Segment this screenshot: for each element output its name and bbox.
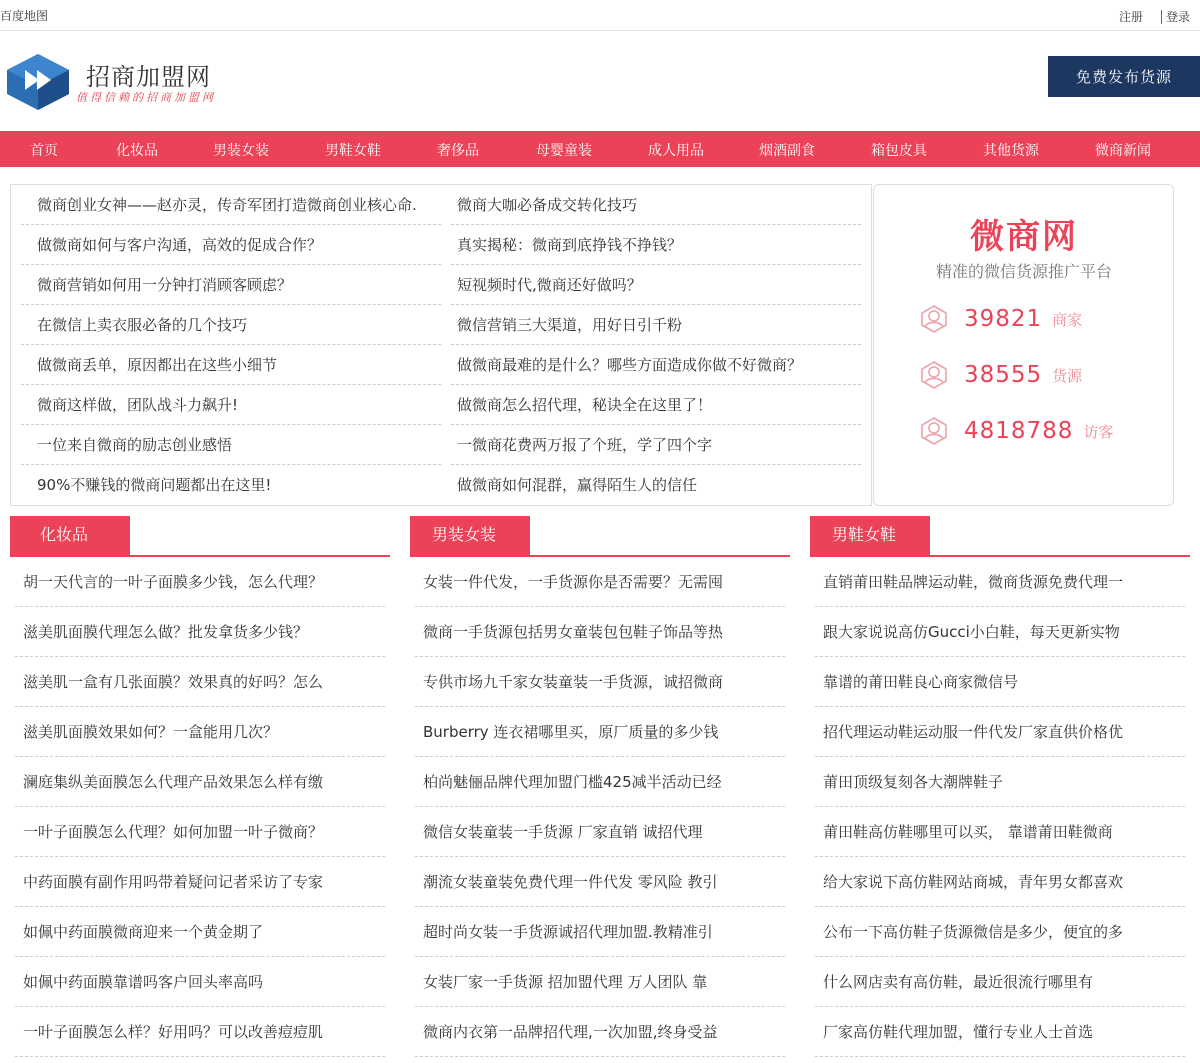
nav-item-bags[interactable]: 箱包皮具 xyxy=(871,143,927,159)
stat-label: 商家 xyxy=(1052,310,1083,329)
news-item[interactable]: 真实揭秘：微商到底挣钱不挣钱？ xyxy=(451,225,861,265)
category-column-clothing xyxy=(410,516,790,1057)
list-item[interactable]: Burberry 连衣裙哪里买，原厂质量的多少钱 xyxy=(415,707,785,757)
list-item[interactable]: 滋美肌一盒有几张面膜？效果真的好吗？怎么 xyxy=(15,657,385,707)
nav-item-news[interactable]: 微商新闻 xyxy=(1095,143,1151,159)
publish-button[interactable]: 免费发布货源 xyxy=(1048,56,1200,97)
news-item[interactable]: 一位来自微商的励志创业感悟 xyxy=(21,425,441,465)
list-item[interactable]: 一叶子面膜怎么样？好用吗？可以改善痘痘肌 xyxy=(15,1007,385,1057)
news-item[interactable]: 微商大咖必备成交转化技巧 xyxy=(451,185,861,225)
column-tab[interactable]: 男鞋女鞋 xyxy=(810,516,930,557)
news-item[interactable]: 短视频时代,微商还好做吗？ xyxy=(451,265,861,305)
stat-visitors xyxy=(918,415,1113,447)
list-item[interactable]: 给大家说下高仿鞋网站商城，青年男女都喜欢 xyxy=(815,857,1185,907)
list-item[interactable]: 超时尚女装一手货源诚招代理加盟.教精准引 xyxy=(415,907,785,957)
list-item[interactable]: 微信女装童装一手货源 厂家直销 诚招代理 xyxy=(415,807,785,857)
news-item[interactable]: 90%不赚钱的微商问题都出在这里! xyxy=(37,476,272,494)
column-header xyxy=(410,516,790,557)
news-list xyxy=(10,184,872,506)
news-item[interactable]: 微商这样做，团队战斗力飙升! xyxy=(21,385,441,425)
stats-card xyxy=(873,184,1174,506)
column-header xyxy=(810,516,1190,557)
list-item[interactable]: 跟大家说说高仿Gucci小白鞋，每天更新实物 xyxy=(815,607,1185,657)
list-item[interactable]: 澜庭集纵美面膜怎么代理产品效果怎么样有缴 xyxy=(15,757,385,807)
divider xyxy=(1161,10,1162,24)
list-item[interactable]: 如佩中药面膜靠谱吗客户回头率高吗 xyxy=(15,957,385,1007)
list-item[interactable]: 什么网店卖有高仿鞋，最近很流行哪里有 xyxy=(815,957,1185,1007)
news-item[interactable]: 做微商怎么招代理，秘诀全在这里了！ xyxy=(451,385,861,425)
news-item[interactable]: 做微商如何混群，赢得陌生人的信任 xyxy=(457,476,698,494)
user-icon xyxy=(918,359,950,391)
user-icon xyxy=(918,415,950,447)
stats-title: 微商网 xyxy=(970,217,1078,257)
nav-item-shoes[interactable]: 男鞋女鞋 xyxy=(325,143,381,159)
nav-item-baby[interactable]: 母婴童装 xyxy=(536,143,592,159)
list-item[interactable]: 厂家高仿鞋代理加盟，懂行专业人士首选 xyxy=(815,1007,1185,1057)
stat-merchants xyxy=(918,303,1082,335)
list-item[interactable]: 滋美肌面膜代理怎么做？批发拿货多少钱？ xyxy=(15,607,385,657)
column-header xyxy=(10,516,390,557)
list-item[interactable]: 公布一下高仿鞋子货源微信是多少，便宜的多 xyxy=(815,907,1185,957)
sitemap-link[interactable]: 百度地图 xyxy=(0,9,49,23)
stat-sources xyxy=(918,359,1082,391)
list-item[interactable]: 女装厂家一手货源 招加盟代理 万人团队 靠 xyxy=(415,957,785,1007)
logo-icon[interactable] xyxy=(5,52,71,112)
nav-item-home[interactable]: 首页 xyxy=(30,143,58,159)
list-item[interactable]: 胡一天代言的一叶子面膜多少钱，怎么代理？ xyxy=(15,557,385,607)
auth-links xyxy=(1119,8,1190,25)
nav-item-tobacco[interactable]: 烟酒副食 xyxy=(759,143,815,159)
main-nav xyxy=(0,131,1200,167)
news-item[interactable]: 一微商花费两万报了个班，学了四个字 xyxy=(451,425,861,465)
nav-item-clothing[interactable]: 男装女装 xyxy=(213,143,269,159)
news-item[interactable]: 微信营销三大渠道，用好日引千粉 xyxy=(451,305,861,345)
site-header xyxy=(0,31,1200,131)
list-item[interactable]: 招代理运动鞋运动服一件代发厂家直供价格优 xyxy=(815,707,1185,757)
stat-label: 货源 xyxy=(1052,366,1083,385)
news-item[interactable]: 在微信上卖衣服必备的几个技巧 xyxy=(21,305,441,345)
column-tab[interactable]: 男装女装 xyxy=(410,516,530,557)
category-column-shoes xyxy=(810,516,1190,1057)
news-item[interactable]: 做微商如何与客户沟通，高效的促成合作？ xyxy=(21,225,441,265)
list-item[interactable]: 莆田顶级复刻各大潮牌鞋子 xyxy=(815,757,1185,807)
stats-subtitle: 精准的微信货源推广平台 xyxy=(935,262,1112,281)
list-item[interactable]: 柏尚魅俪品牌代理加盟门槛425减半活动已经 xyxy=(415,757,785,807)
list-item[interactable]: 微商一手货源包括男女童装包包鞋子饰品等热 xyxy=(415,607,785,657)
login-link[interactable]: 登录 xyxy=(1165,10,1190,24)
news-item[interactable]: 微商创业女神——赵亦灵，传奇军团打造微商创业核心命. xyxy=(21,185,441,225)
list-item[interactable]: 一叶子面膜怎么代理？如何加盟一叶子微商？ xyxy=(15,807,385,857)
list-item[interactable]: 直销莆田鞋品牌运动鞋，微商货源免费代理一 xyxy=(815,557,1185,607)
nav-item-adult[interactable]: 成人用品 xyxy=(648,143,704,159)
nav-item-other[interactable]: 其他货源 xyxy=(983,143,1039,159)
list-item[interactable]: 滋美肌面膜效果如何？一盒能用几次？ xyxy=(15,707,385,757)
user-icon xyxy=(918,303,950,335)
list-item[interactable]: 莆田鞋高仿鞋哪里可以买， 靠谱莆田鞋微商 xyxy=(815,807,1185,857)
stat-value: 39821 xyxy=(964,306,1043,332)
stat-label: 访客 xyxy=(1083,422,1114,441)
news-item[interactable]: 微商营销如何用一分钟打消顾客顾虑？ xyxy=(21,265,441,305)
stat-value: 4818788 xyxy=(964,418,1074,444)
category-column-cosmetics xyxy=(10,516,390,1057)
site-title[interactable]: 招商加盟网 xyxy=(86,63,211,91)
news-item[interactable]: 做微商丢单，原因都出在这些小细节 xyxy=(21,345,441,385)
site-slogan: 值得信赖的招商加盟网 xyxy=(76,91,216,104)
nav-item-cosmetics[interactable]: 化妆品 xyxy=(116,143,158,159)
nav-item-luxury[interactable]: 奢侈品 xyxy=(437,143,479,159)
list-item[interactable]: 中药面膜有副作用吗带着疑问记者采访了专家 xyxy=(15,857,385,907)
list-item[interactable]: 如佩中药面膜微商迎来一个黄金期了 xyxy=(15,907,385,957)
news-item[interactable]: 做微商最难的是什么？哪些方面造成你做不好微商？ xyxy=(451,345,861,385)
list-item[interactable]: 女装一件代发，一手货源你是否需要？无需囤 xyxy=(415,557,785,607)
top-bar xyxy=(0,0,1200,31)
register-link[interactable]: 注册 xyxy=(1118,10,1143,24)
list-item[interactable]: 微商内衣第一品牌招代理,一次加盟,终身受益 xyxy=(415,1007,785,1057)
stat-value: 38555 xyxy=(964,362,1043,388)
list-item[interactable]: 专供市场九千家女装童装一手货源，诚招微商 xyxy=(415,657,785,707)
list-item[interactable]: 靠谱的莆田鞋良心商家微信号 xyxy=(815,657,1185,707)
column-tab[interactable]: 化妆品 xyxy=(10,516,130,557)
list-item[interactable]: 潮流女装童装免费代理一件代发 零风险 教引 xyxy=(415,857,785,907)
